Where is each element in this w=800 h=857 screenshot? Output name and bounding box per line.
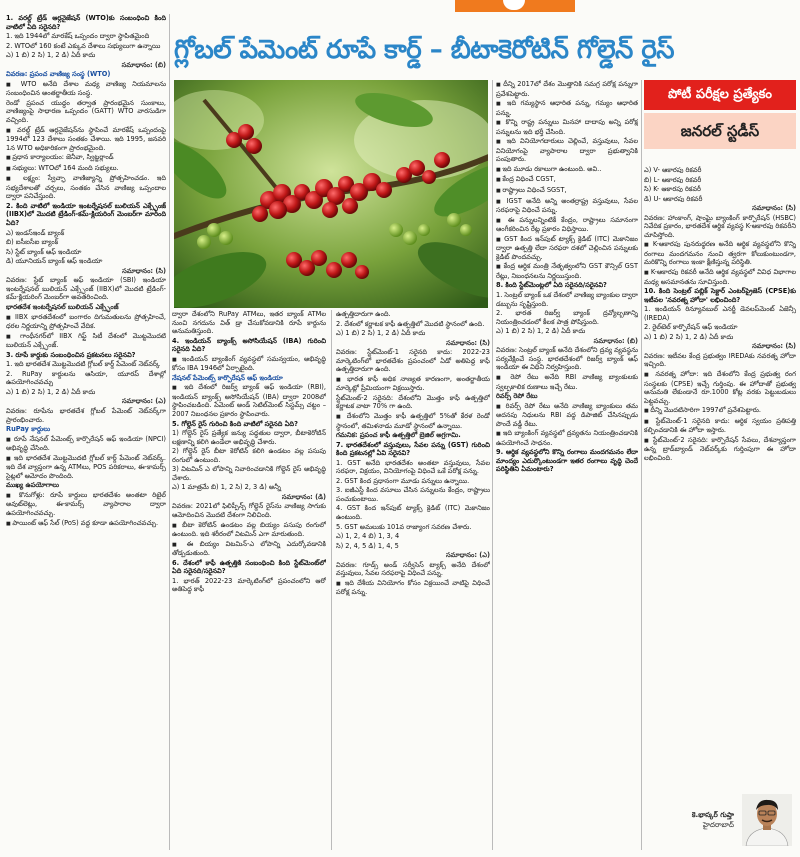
bullet: ■ WTO అనేది దేశాల మధ్య వాణిజ్య నియమాలను సంబంధించిన అంతర్జాతీయ సంస్థ. [6, 80, 166, 98]
paragraph: 5. GST అమలుకు 101వ రాజ్యాంగ సవరణ చేశారు. [336, 522, 472, 531]
page-number-tab [455, 0, 575, 12]
paragraph: వివరణ: సెంట్రల్ బ్యాంక్ అనేది దేశంలోని ద్రవ్య వ్యవస్థను పర్యవేక్షించే సంస్థ. భారతదేశంలో రిజర్వ్ బ్యాంక్ ఆఫ్ ఇండియా ఈ విధిని నిర్వహిస్తుంది. [496, 346, 638, 372]
bullet: ■ రివర్స్ రెపో రేటు అనేది వాణిజ్య బ్యాంకులు తమ అదనపు నిధులను RBI వద్ద డిపాజిట్ చేసినప్పుడు పొందే వడ్డీ రేటు. [496, 402, 638, 429]
answer: సమాధానం: (ఎ) [122, 397, 166, 406]
options: ఎ) 1 బి) 2 సి) 1, 2 డి) ఏదీ కాదు [336, 329, 426, 338]
bullet: ■ నవరత్న హోదా: ఇది దేశంలోని కేంద్ర ప్రభుత్వ రంగ సంస్థలకు (CPSE) ఇచ్చే గుర్తింపు. ఈ హోదాతో ప్రభుత్వ అనుమతి లేకుండానే రూ.1000 కోట్ల వరకు పెట్టుబడులు పెట్టవచ్చు. [644, 370, 796, 405]
bullet: ■ ఇది దేశీయ వినియోగం కోసం విక్రయించే వాటిపై విధించే పరోక్ష పన్ను. [336, 579, 490, 597]
author-place: హైదరాబాద్ [702, 821, 734, 829]
note: గమనిక: ప్రపంచ కాఫీ ఉత్పత్తిలో బ్రెజిల్ అగ్రగామి. [336, 431, 461, 440]
bullet: ■ K-ఆకారపు రికవరీ అనేది ఆర్థిక వ్యవస్థలో వివిధ విభాగాల మధ్య అసమానతను సూచిస్తుంది. [644, 268, 796, 286]
paragraph: వివరణ: 2021లో ఫిలిప్పీన్స్ గోల్డెన్ రైస్‌ను వాణిజ్య సాగుకు ఆమోదించిన మొదటి దేశంగా నిలిచింది. [172, 502, 326, 520]
paragraph: వివరణ: హాంకాంగ్, షాంఘై బ్యాంకింగ్ కార్పొరేషన్ (HSBC) నివేదిక ప్రకారం, భారతదేశ ఆర్థిక వ్యవస్థ K-ఆకారపు రికవరీని చూపిస్తోంది. [644, 213, 796, 239]
bullet: ■ సభ్యులు: WTOలో 164 మంది సభ్యులు. [6, 164, 166, 174]
bullet: ■ IGST అనేది అన్ని అంతర్రాష్ట్ర వస్తువులు, సేవల సరఫరాపై విధించే పన్ను. [496, 197, 638, 215]
bullet: ■ లక్ష్యం: స్వేచ్ఛా వాణిజ్యాన్ని ప్రోత్సహించడం. ఇది సభ్యదేశాలతో చర్చలు, సంతకం చేసిన వాణిజ్య ఒప్పందాల ద్వారా పనిచేస్తుంది. [6, 174, 166, 201]
option: బి) ఐసీఐసీఐ బ్యాంక్ [6, 238, 59, 247]
paragraph: వివరణ: రూపేను భారతదేశ గ్లోబల్ పేమెంట్ నెట్‌వర్క్‌గా ప్రారంభించారు. [6, 406, 166, 424]
column-5 [644, 166, 796, 786]
question: 3. రూపే కార్డుకు సంబంధించిన ప్రకటనలు సరైనవి? [6, 350, 136, 359]
options: ఎ) 1 బి) 2 సి) 1, 2 డి) ఏదీ కాదు [644, 332, 734, 341]
bullet: ■ ఇండియన్ బ్యాంకింగ్ వ్యవస్థలో సమన్వయం, అభివృద్ధి కోసం IBA 1946లో ఏర్పాటైంది. [172, 355, 326, 373]
answer: సమాధానం: (బి) [593, 336, 638, 345]
question: 5. గోల్డెన్ రైస్ గురించి కింది వాటిలో సరైనది ఏది? [172, 419, 298, 428]
sub-heading: నేషనల్ పేమెంట్స్ కార్పొరేషన్ ఆఫ్ ఇండియా [172, 373, 283, 382]
bullet: ■ పాయింట్ ఆఫ్ సేల్ (PoS) వద్ద కూడా ఉపయోగించవచ్చు. [6, 519, 166, 529]
section-badge [644, 80, 796, 162]
paragraph: 1. ఇండియన్ రిన్యూవబుల్ ఎనర్జీ డెవలప్‌మెంట్ ఏజెన్సీ (IREDA) [644, 305, 796, 322]
answer: సమాధానం: (డి) [281, 492, 326, 501]
badge-general-studies: జనరల్ స్టడీస్ [644, 113, 796, 149]
bullet: ■ రాష్ట్రాలు విధించే SGST, [496, 186, 638, 196]
paragraph: 2. GST కింద ప్రధానంగా మూడు పన్నులు ఉన్నాయి. [336, 476, 470, 485]
paragraph: వివరణ: స్టేట్‌మెంట్-1 సరైనది కాదు: 2022-23 మార్కెటింగ్‌లో భారతదేశం ప్రపంచంలో ఏడో అతిపెద్ద కాఫీ ఉత్పత్తిదారుగా ఉంది. [336, 348, 490, 374]
options: ఎ) 1 బి) 2 సి) 1, 2 డి) ఏదీ కాదు [496, 327, 586, 336]
paragraph: 2) గోల్డెన్ రైస్ బీటా కెరోటిన్ కలిగి ఉండటం వల్ల పసుపు రంగులో ఉంటుంది. [172, 447, 326, 464]
bullet: ■ దీన్ని 2017లో దేశం మొత్తానికి సమగ్ర పరోక్ష పన్నుగా ప్రవేశపెట్టారు. [496, 80, 638, 98]
question: 7. భారతదేశంలో వస్తువులు, సేవల పన్ను (GST) గురించి కింది ప్రకటనల్లో ఏవి సరైనవి? [336, 440, 490, 458]
options: ఎ) 1, 2, 4 బి) 1, 3, 4 [336, 532, 400, 541]
bullet: ■ బీటా కెరోటిన్ ఉండటం వల్ల బియ్యం పసుపు రంగులో ఉంటుంది. ఇది శరీరంలో విటమిన్ ఎగా మారుతుంది. [172, 521, 326, 539]
paragraph: 1. భారత్ 2022-23 మార్కెటింగ్‌లో ప్రపంచంలోని ఆరో అతిపెద్ద కాఫీ [172, 576, 326, 594]
paragraph: 2. రైల్‌టెల్ కార్పొరేషన్ ఆఫ్ ఇండియా [644, 323, 738, 332]
coffee-plant-photo [174, 80, 488, 308]
column-3 [336, 310, 490, 845]
bullet: ■ ఈ బియ్యం విటమిన్-ఎ లోపాన్ని ఎదుర్కోవడానికి తోడ్పడుతుంది. [172, 540, 326, 558]
option: ఎ) V- ఆకారపు రికవరీ [644, 166, 702, 174]
sub-heading: భారతదేశ ఇంటర్నేషనల్ బులియన్ ఎక్స్ఛేంజ్ [6, 302, 119, 311]
bullet: ■ ఈ పన్నులన్నింటికీ కేంద్రం, రాష్ట్రాలు సమానంగా ఆంగీకరించిన రేట్ల ప్రకారం విధిస్తాయి. [496, 216, 638, 234]
paragraph: 2. దేశంలో కర్ణాటక కాఫీ ఉత్పత్తిలో మొదటి స్థానంలో ఉంది. [336, 319, 485, 328]
answer: సమాధానం: (సి) [752, 204, 796, 213]
column-divider [492, 80, 493, 850]
author-avatar [742, 794, 792, 846]
headline: గ్లోబల్ పేమెంట్ రూపే కార్డ్ – బీటాకెరోటిన్ గోల్డెన్ రైస్ [174, 35, 675, 65]
bullet: ■ దేశంలోని మొత్తం కాఫీ ఉత్పత్తిలో 5%తో కేరళ రెండో స్థానంలో, తమిళనాడు మూడో స్థానంలో ఉన్నాయి. [336, 412, 490, 430]
bullet: ■ GST కింద ఇన్‌పుట్ ట్యాక్స్ క్రెడిట్ (ITC) మెకానిజం ద్వారా ఉత్పత్తి లేదా సరఫరా దశలో చెల్లించిన పన్నులకు క్రెడిట్ పొందవచ్చు. [496, 235, 638, 262]
question: 8. కింది స్టేట్‌మెంట్లలో ఏది సరైనది/సరైనవి? [496, 281, 607, 290]
paragraph: వివరణ: గూడ్స్ అండ్ సర్వీసెస్ ట్యాక్స్ అనేది దేశంలో వస్తువులు, సేవల సరఫరాపై విధించే పన్ను. [336, 560, 490, 578]
bullet: ■ ఇది వినియోగదారులు చెల్లించే, వస్తువులు, సేవల వినియోగంపై వ్యాపారాల ద్వారా ప్రభుత్వానికి పంపుతారు. [496, 137, 638, 164]
column-divider [169, 14, 170, 850]
bullet: ■ భారత కాఫీ అధిక నాణ్యత కారణంగా, అంతర్జాతీయ మార్కెట్లో ప్రీమియంగా విక్రయిస్తారు. [336, 375, 490, 393]
paragraph: వివరణ: ఇటీవల కేంద్ర ప్రభుత్వం IREDAకు నవరత్న హోదా ఇచ్చింది. [644, 351, 796, 369]
options: ఎ) 1 మాత్రమే బి) 1, 2 సి) 2, 3 డి) అన్నీ [172, 483, 282, 492]
bullet: ■ ప్రధాన కార్యాలయం: జెనీవా, స్విట్జర్లాండ్ [6, 153, 166, 163]
sub-heading: రివర్స్ రెపో రేటు [496, 392, 538, 401]
paragraph: 2. భారత రిజర్వ్ బ్యాంక్ ద్రవ్యోల్బణాన్ని నియంత్రించడంలో కీలక పాత్ర పోషిస్తుంది. [496, 309, 638, 326]
paragraph: 3) విటమిన్ ఎ లోపాన్ని నివారించడానికి గోల్డెన్ రైస్ అభివృద్ధి చేశారు. [172, 465, 326, 482]
paragraph: 4. GST కింద ఇన్‌పుట్ ట్యాక్స్ క్రెడిట్ (ITC) మెకానిజం ఉంటుంది. [336, 504, 490, 522]
bullet: ■ రూపే నేషనల్ పేమెంట్స్ కార్పొరేషన్ ఆఫ్ ఇండియా (NPCI) అభివృద్ధి చేసింది. [6, 435, 166, 453]
bullet: ■ కేంద్ర ఆర్థిక మంత్రి నేతృత్వంలోని GST కౌన్సిల్ GST రేట్లు, నిబంధనలను నిర్ణయిస్తుంది. [496, 262, 638, 280]
bullet: ■ K-ఆకారపు పునరుద్ధరణ అనేది ఆర్థిక వ్యవస్థలోని కొన్ని రంగాలు మందగమనం నుంచి త్వరగా కోలుకుంటుండగా, మరికొన్ని రంగాలు ఇంకా క్షీణిస్తున్న పరిస్థితి. [644, 240, 796, 267]
question: 10. కింది సెంట్రల్ పబ్లిక్ సెక్టార్ ఎంటర్‌ప్రైజెస్ (CPSE)కు ఇటీవల 'నవరత్న హోదా' లభించింది? [644, 287, 796, 304]
column-2 [172, 310, 326, 845]
paragraph: 1. ఇది భారతదేశ మొట్టమొదటి గ్లోబల్ కార్డ్ పేమెంట్ నెట్‌వర్క్ [6, 360, 160, 369]
question: 2. కింది వాటిలో ఇండియా ఇంటర్నేషనల్ బులియన్ ఎక్స్ఛేంజ్ (IIBX)లో మొదటి ట్రేడింగ్-కమ్-క్లియరింగ్ మెంబర్‌గా మారింది ఏది? [6, 201, 166, 228]
option: డి) యూనియన్ బ్యాంక్ ఆఫ్ ఇండియా [6, 257, 103, 266]
paragraph: 2. RuPay కార్డులను ఆసియా, యూరప్ దేశాల్లో ఉపయోగించవచ్చు [6, 369, 166, 387]
badge-competitive-exams: పోటీ పరీక్షల ప్రత్యేకం [644, 80, 796, 110]
paragraph: ఉత్పత్తిదారుగా ఉంది. [336, 310, 391, 318]
bullet: ■ కొనుగోళ్లు: రూపే కార్డులు భారతదేశం అంతటా రిటైల్ అవుట్‌లెట్లు, ఈ-కామర్స్ వ్యాపారాల ద్వారా ఉపయోగించవచ్చు. [6, 491, 166, 518]
answer: సమాధానం: (ఎ) [446, 551, 490, 560]
bullet: ■ ఇది గమ్యస్థాన ఆధారిత పన్ను, గమ్యం ఆధారిత పన్ను. [496, 99, 638, 117]
bullet: ■ స్టేట్‌మెంట్-1 సరైనది కాదు: ఆర్థిక స్వయం ప్రతిపత్తి కల్పించడానికి ఈ హోదా ఇస్తారు. [644, 417, 796, 435]
paragraph: ద్వారా దేశంలోని RuPay ATMలు, ఇతర బ్యాంక్ ATMల నుంచి నగదును విత్ డ్రా చేసుకోవడానికి రూపే కార్డును అనుమతిస్తుంది. [172, 310, 326, 336]
options: ఎ) 1 బి) 2 సి) 1, 2 డి) ఏదీ కాదు [6, 51, 96, 60]
bullet: ■ IIBX భారతదేశంలో బంగారం దిగుమతులను ప్రోత్సహించే, ధరల నిర్ణయాన్ని ప్రోత్సహించే వేదిక. [6, 313, 166, 331]
question: 6. దేశంలో కాఫీ ఉత్పత్తికి సంబంధించి కింది స్టేట్‌మెంట్‌లో ఏది సరైనది/సరైనవి? [172, 558, 326, 576]
answer: సమాధానం: (బి) [121, 60, 166, 69]
options: సి) 2, 4, 5 డి) 1, 4, 5 [336, 541, 399, 550]
bullet: ■ గాంధీనగర్‌లో IIBX గిఫ్ట్ సిటీ దేశంలో మొట్టమొదటి బులియన్ ఎక్స్ఛేంజ్. [6, 332, 166, 350]
question: 9. ఆర్థిక వ్యవస్థలోని కొన్ని రంగాలు మందగమనం లేదా మాంద్యం ఎదుర్కొంటుండగా ఇతర రంగాలు వృద్ధి చెందే పరిస్థితిని ఏమంటారు? [496, 448, 638, 474]
option: డి) U- ఆకారపు రికవరీ [644, 194, 703, 203]
column-divider [331, 310, 332, 850]
paragraph: స్టేట్‌మెంట్-2 సరైనది: దేశంలోని మొత్తం కాఫీ ఉత్పత్తిలో కర్ణాటక వాటా 70% గా ఉంది. [336, 393, 490, 411]
question: 4. ఇండియన్ బ్యాంక్స్ అసోసియేషన్ (IBA) గురించి సరైనది ఏది? [172, 336, 326, 354]
bullet: ■ కొన్ని రాష్ట్ర పన్నులు మినహా దాదాపు అన్ని పరోక్ష పన్నులను ఇది భర్తీ చేసింది. [496, 118, 638, 136]
bullet: ■ కేంద్ర విధించే CGST, [496, 175, 638, 185]
bullet: ■ ఇది మూడు రకాలుగా ఉంటుంది. అవి.. [496, 165, 638, 175]
option: బి) L- ఆకారపు రికవరీ [644, 175, 702, 184]
column-4 [496, 80, 638, 850]
sub-heading: ముఖ్య ఉపయోగాలు [6, 481, 60, 490]
paragraph: రెండో ప్రపంచ యుద్ధం తర్వాత ప్రారంభమైన సుంకాలు, వాణిజ్యంపై సాధారణ ఒప్పందం (GATT) WTO వారసుడిగా వచ్చింది. [6, 98, 166, 125]
answer: సమాధానం: (సి) [446, 338, 490, 347]
sub-heading: RuPay కార్డులు [6, 425, 51, 434]
answer: సమాధానం: (సి) [752, 342, 796, 351]
bullet: ■ స్టేట్‌మెంట్-2 సరైనది: కార్పొరేషన్ సేవలు, దేశవ్యాప్తంగా ఉన్న బ్రాడ్‌బ్యాండ్ నెట్‌వర్క్‌కు గుర్తింపుగా ఈ హోదా లభించింది. [644, 436, 796, 463]
paragraph: 2. WTOలో 160 కంటే ఎక్కువ దేశాలు సభ్యులుగా ఉన్నాయి [6, 41, 161, 50]
bullet: ■ ఇది దేశంలో రిజర్వ్ బ్యాంక్ ఆఫ్ ఇండియా (RBI), ఇండియన్ బ్యాంక్స్ అసోసియేషన్ (IBA) ద్వారా 2008లో స్థాపించబడింది. పేమెంట్ అండ్ సెటిల్‌మెంట్ సిస్టమ్స్ చట్టం – 2007 నిబంధనల ప్రకారం స్థాపించారు. [172, 383, 326, 418]
paragraph: 1) గోల్డెన్ రైస్ ప్రత్యేక జన్యు పద్ధతుల ద్వారా, బీటాకెరోటిన్ లక్షణాన్ని కలిగి ఉండేలా అభివృద్ధి చేశారు. [172, 429, 326, 446]
options: ఎ) 1 బి) 2 సి) 1, 2 డి) ఏదీ కాదు [6, 387, 96, 396]
bullet: ■ వరల్డ్ ట్రేడ్ ఆర్గనైజేషన్‌ను స్థాపించే మారకేష్ ఒప్పందంపై 1994లో 123 దేశాలు సంతకం చేశాయి. ఇది 1995, జనవరి 1న WTO అధికారికంగా ప్రారంభమైంది. [6, 126, 166, 153]
option: సి) స్టేట్ బ్యాంక్ ఆఫ్ ఇండియా [6, 247, 82, 256]
author-block [644, 792, 796, 848]
bullet: ■ దీన్ని మొదటిసారిగా 1997లో ప్రవేశపెట్టారు. [644, 406, 796, 416]
column-1 [6, 14, 166, 852]
author-name-block [644, 810, 734, 830]
paragraph: 3. ఐజీఎస్టీ కింద వసూలు చేసిన పన్నులను కేంద్రం, రాష్ట్రాలు పంచుకుంటాయి. [336, 486, 490, 503]
author-name: కె.భాస్కర్ గుప్తా [691, 811, 734, 819]
question: 1. వరల్డ్ ట్రేడ్ ఆర్గనైజేషన్ (WTO)కు సంబంధించి కింది వాటిలో ఏది సరైనది? [6, 14, 166, 31]
option: ఎ) ఇండస్‌ఇండ్ బ్యాంక్ [6, 228, 65, 237]
paragraph: 1. సెంట్రల్ బ్యాంక్ ఒక దేశంలో వాణిజ్య బ్యాంకుల ద్వారా డబ్బును సృష్టిస్తుంది. [496, 291, 638, 308]
option: సి) K- ఆకారపు రికవరీ [644, 185, 701, 194]
paragraph: 1. ఇది 1944లో మారకేష్ ఒప్పందం ద్వారా స్థాపితమైంది [6, 32, 150, 41]
answer: సమాధానం: (సి) [122, 266, 166, 275]
explanation-heading: వివరణ: ప్రపంచ వాణిజ్య సంస్థ (WTO) [6, 70, 111, 79]
bullet: ■ ఇది బ్యాంకింగ్ వ్యవస్థలో ద్రవ్యతను నియంత్రించడానికి ఉపయోగించే సాధనం. [496, 429, 638, 447]
column-divider [641, 80, 642, 850]
paragraph: 1. GST అనేది భారతదేశం అంతటా వస్తువులు, సేవల సరఫరా, విక్రయం, వినియోగంపై విధించే ఒకే పరోక్ష పన్ను. [336, 458, 490, 476]
bullet: ■ రెపో రేటు అనేది RBI వాణిజ్య బ్యాంకులకు స్వల్పకాలిక రుణాలు ఇచ్చే రేటు. [496, 373, 638, 391]
paragraph: వివరణ: స్టేట్ బ్యాంక్ ఆఫ్ ఇండియా (SBI) ఇండియా ఇంటర్నేషనల్ బులియన్ ఎక్స్ఛేంజ్ (IIBX)లో మొదటి ట్రేడింగ్-కమ్-క్లియరింగ్ మెంబర్‌గా అవతరించింది. [6, 276, 166, 302]
bullet: ■ ఇది భారతదేశ మొట్టమొదటి గ్లోబల్ కార్డ్ పేమెంట్ నెట్‌వర్క్. ఇది దేశ వ్యాప్తంగా ఉన్న ATMలు, POS పరికరాలు, ఈ-కామర్స్ సైట్లలో ఆమోదం పొందింది. [6, 454, 166, 481]
